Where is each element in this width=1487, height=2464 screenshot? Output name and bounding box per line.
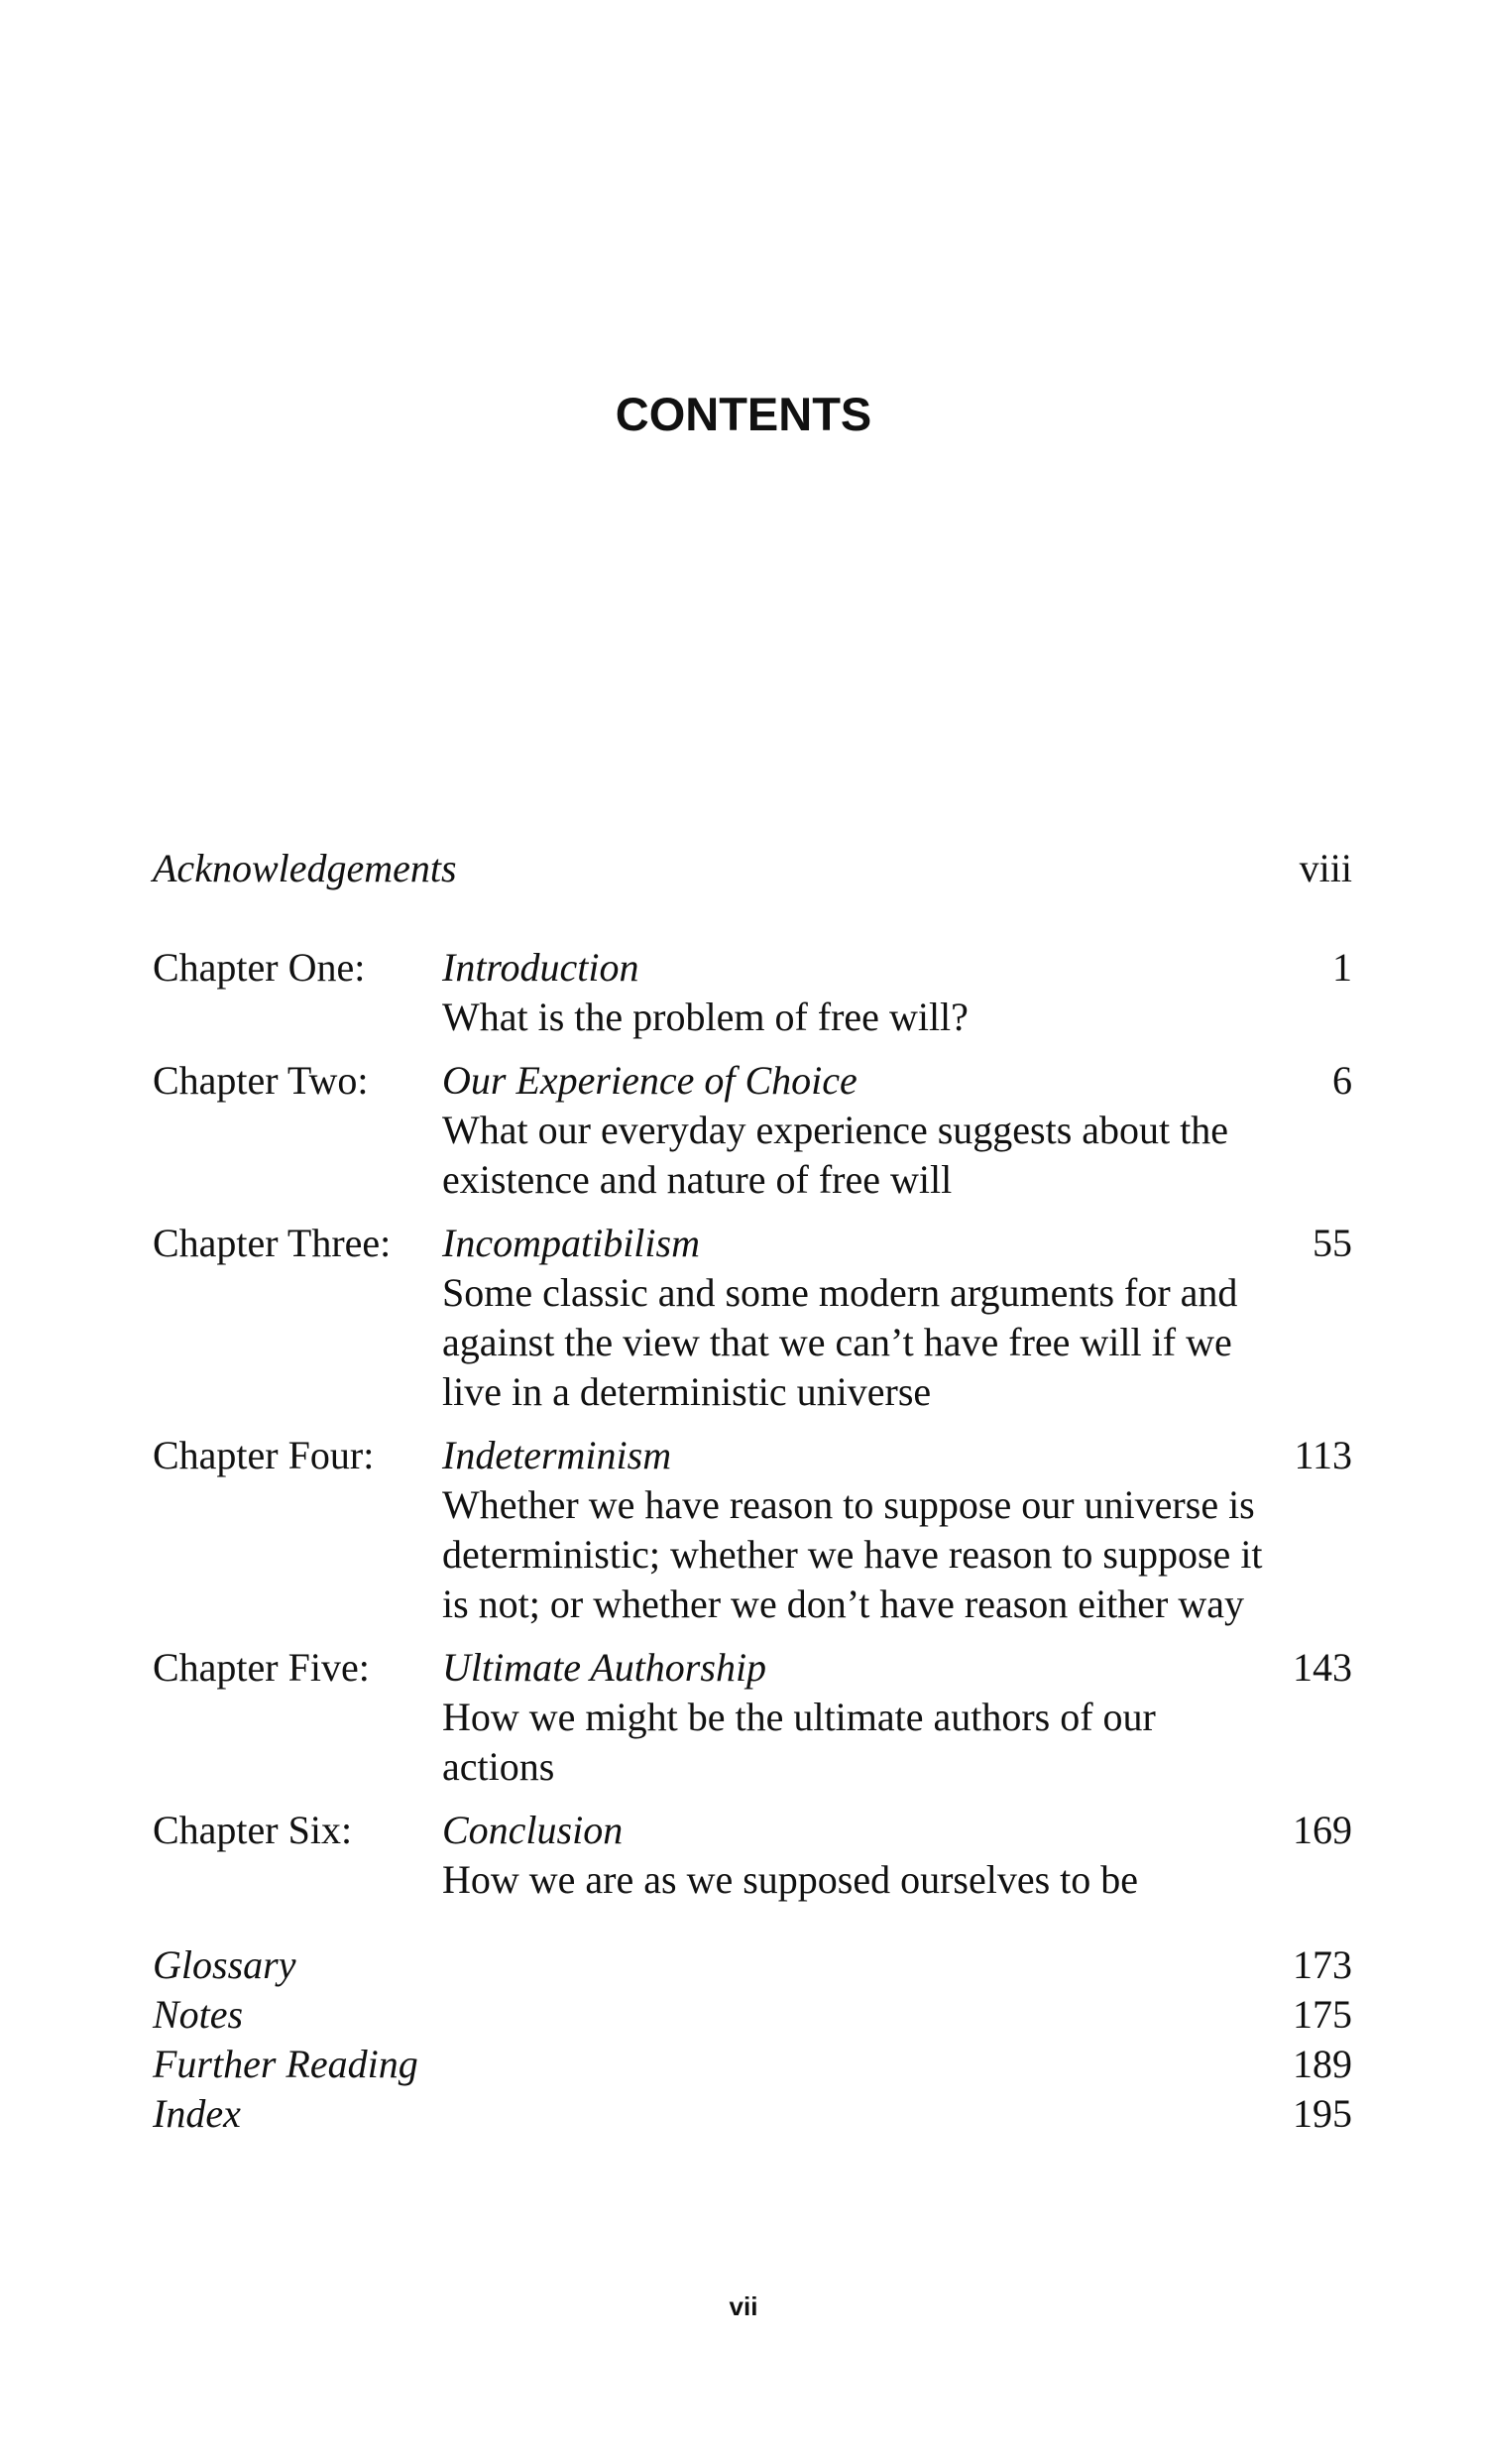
toc-entry-further-reading [153, 2040, 1352, 2089]
chapter-description: Whether we have reason to suppose our universe is deterministic; whether we have reason to suppose it is not; or whether we don’t have reason either way [442, 1482, 1263, 1626]
chapter-title: Ultimate Authorship [442, 1645, 767, 1690]
chapter-detail [442, 1056, 1352, 1205]
chapter-description: How we might be the ultimate authors of our actions [442, 1695, 1156, 1789]
chapter-entry-one [153, 943, 1352, 1042]
chapter-title: Incompatibilism [442, 1221, 700, 1265]
chapter-description: What our everyday experience suggests about the existence and nature of free will [442, 1108, 1229, 1202]
chapter-detail [442, 1219, 1352, 1417]
chapter-title: Conclusion [442, 1808, 624, 1852]
chapter-entry-two [153, 1056, 1352, 1205]
chapter-detail [442, 1806, 1352, 1905]
chapter-entry-three [153, 1219, 1352, 1417]
toc-entry-page: 195 [1293, 2091, 1352, 2136]
toc-entry-acknowledgements [153, 844, 1352, 893]
toc-entry-title: Notes [153, 1992, 244, 2037]
chapter-description: How we are as we supposed ourselves to be [442, 1857, 1139, 1902]
chapter-description: What is the problem of free will? [442, 995, 969, 1039]
table-of-contents [153, 844, 1352, 2139]
toc-entry-page: viii [1299, 846, 1352, 890]
chapter-title: Indeterminism [442, 1433, 672, 1477]
chapter-page: 1 [1332, 945, 1352, 990]
chapter-head [442, 1643, 1352, 1693]
chapter-detail [442, 1643, 1352, 1792]
chapter-label: Chapter Three: [153, 1221, 392, 1265]
chapter-page: 113 [1294, 1433, 1352, 1477]
toc-entry-index [153, 2089, 1352, 2139]
chapter-label: Chapter One: [153, 945, 366, 990]
toc-entry-title: Glossary [153, 1942, 296, 1987]
chapter-label: Chapter Two: [153, 1058, 369, 1103]
chapter-head [442, 1431, 1352, 1480]
chapter-description: Some classic and some modern arguments for and against the view that we can’t have free will if we live in a deterministic universe [442, 1270, 1238, 1414]
chapter-page: 169 [1293, 1808, 1352, 1852]
toc-entry-notes [153, 1990, 1352, 2040]
chapter-entry-six [153, 1806, 1352, 1905]
chapter-head [442, 943, 1352, 993]
chapter-page: 143 [1293, 1645, 1352, 1690]
toc-entry-title: Further Reading [153, 2042, 418, 2086]
chapter-page: 6 [1332, 1058, 1352, 1103]
back-matter-list [153, 1940, 1352, 2139]
chapter-label: Chapter Four: [153, 1433, 375, 1477]
toc-entry-page: 175 [1293, 1992, 1352, 2037]
page-number: vii [729, 2291, 758, 2321]
toc-entry-title: Index [153, 2091, 241, 2136]
toc-entry-title: Acknowledgements [153, 846, 457, 890]
chapter-entry-four [153, 1431, 1352, 1629]
chapter-title: Our Experience of Choice [442, 1058, 858, 1103]
chapter-entry-five [153, 1643, 1352, 1792]
chapter-head [442, 1056, 1352, 1106]
chapter-label: Chapter Five: [153, 1645, 370, 1690]
page-title: CONTENTS [615, 388, 872, 440]
chapter-title: Introduction [442, 945, 639, 990]
chapter-page: 55 [1313, 1221, 1352, 1265]
chapter-detail [442, 1431, 1352, 1629]
chapter-head [442, 1806, 1352, 1855]
chapter-label: Chapter Six: [153, 1808, 353, 1852]
chapter-detail [442, 943, 1352, 1042]
toc-entry-page: 189 [1293, 2042, 1352, 2086]
chapter-head [442, 1219, 1352, 1268]
chapter-list [153, 943, 1352, 1905]
toc-entry-glossary [153, 1940, 1352, 1990]
toc-entry-page: 173 [1293, 1942, 1352, 1987]
